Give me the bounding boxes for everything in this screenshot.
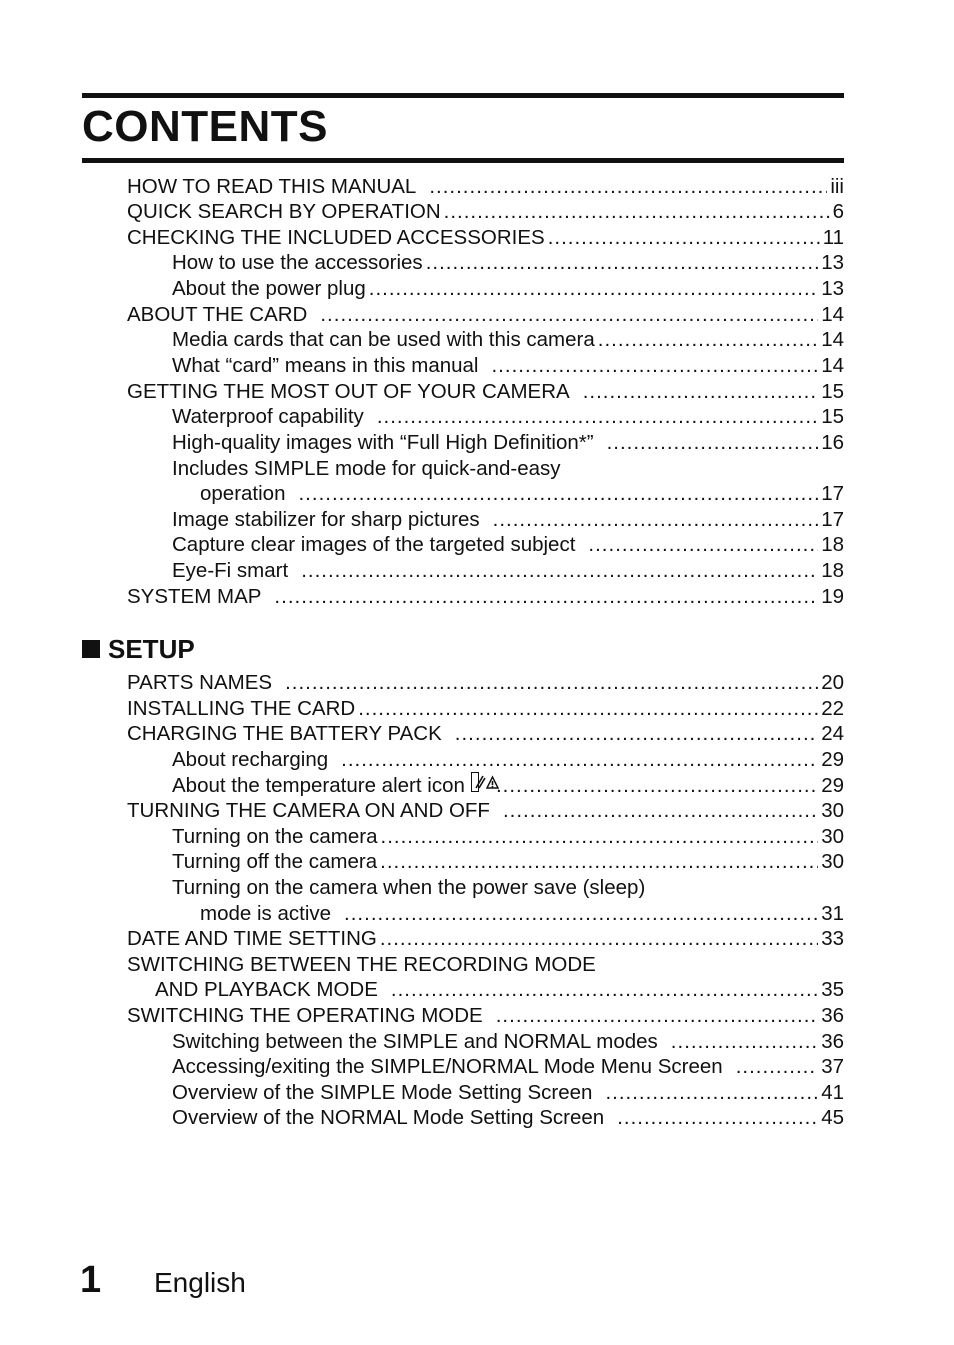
toc-entry[interactable]	[172, 747, 844, 772]
leader-dots	[607, 430, 819, 455]
toc-entry-page: 30	[821, 825, 844, 848]
toc-entry[interactable]	[127, 379, 844, 404]
toc-entry-label: CHECKING THE INCLUDED ACCESSORIES	[127, 226, 545, 249]
toc-entry-label: GETTING THE MOST OUT OF YOUR CAMERA	[127, 380, 570, 403]
toc-entry-page: 45	[821, 1106, 844, 1129]
toc-entry-label: Waterproof capability	[172, 405, 364, 428]
page-number: 1	[80, 1259, 102, 1301]
leader-dots	[598, 327, 818, 352]
toc-entry-page: 18	[821, 533, 844, 556]
toc-entry[interactable]	[172, 327, 844, 352]
toc-entry-page: 13	[821, 251, 844, 274]
leader-dots	[429, 174, 827, 199]
toc-entry-page: 17	[821, 482, 844, 505]
toc-entry[interactable]	[127, 199, 844, 224]
toc-entry-label: Switching between the SIMPLE and NORMAL modes	[172, 1030, 658, 1053]
toc-entry-page: 14	[821, 328, 844, 351]
leader-dots	[491, 353, 818, 378]
toc-entry-label-line: SWITCHING BETWEEN THE RECORDING MODE	[127, 953, 596, 976]
toc-entry-label: SYSTEM MAP	[127, 585, 262, 608]
square-bullet-icon	[82, 640, 100, 658]
leader-dots	[341, 747, 818, 772]
toc-entry-label: About the power plug	[172, 277, 366, 300]
toc-entry-label: Media cards that can be used with this camera	[172, 328, 595, 351]
leader-dots	[493, 507, 819, 532]
toc-entry-page: 30	[821, 799, 844, 822]
toc-entry-page: 31	[821, 902, 844, 925]
leader-dots	[548, 225, 820, 250]
toc-entry-label: HOW TO READ THIS MANUAL	[127, 175, 417, 198]
leader-dots	[358, 696, 818, 721]
toc-entry-label: SWITCHING THE OPERATING MODE	[127, 1004, 483, 1027]
toc-entry-page: 24	[821, 722, 844, 745]
toc-entry[interactable]	[172, 1080, 844, 1105]
section-heading-setup	[82, 634, 195, 664]
leader-dots	[377, 404, 818, 429]
toc-entry-label: AND PLAYBACK MODE	[155, 978, 378, 1001]
toc-entry-page: 37	[821, 1055, 844, 1078]
toc-entry-label: Overview of the NORMAL Mode Setting Screen	[172, 1106, 605, 1129]
toc-entry[interactable]	[127, 926, 844, 951]
toc-entry-page: 15	[821, 380, 844, 403]
leader-dots	[301, 558, 818, 583]
toc-entry-label: Capture clear images of the targeted subject	[172, 533, 576, 556]
toc-entry-page: 29	[821, 774, 844, 797]
toc-entry-page: 15	[821, 405, 844, 428]
toc-entry-label: Eye-Fi smart	[172, 559, 289, 582]
toc-entry-page: 22	[821, 697, 844, 720]
toc-entry[interactable]	[127, 225, 844, 250]
toc-entry-label: mode is active	[200, 902, 332, 925]
toc-entry-label: QUICK SEARCH BY OPERATION	[127, 200, 441, 223]
toc-entry[interactable]	[172, 1029, 844, 1054]
toc-entry[interactable]	[127, 174, 844, 199]
leader-dots	[455, 721, 818, 746]
leader-dots	[617, 1105, 818, 1130]
leader-dots	[298, 481, 818, 506]
toc-entry[interactable]	[127, 670, 844, 695]
leader-dots	[444, 199, 830, 224]
toc-entry-label: Overview of the SIMPLE Mode Setting Screen	[172, 1081, 593, 1104]
toc-entry-page: 14	[821, 354, 844, 377]
leader-dots	[320, 302, 818, 327]
toc-entry-page: 13	[821, 277, 844, 300]
toc-entry[interactable]	[172, 1105, 844, 1130]
toc-entry-label: About recharging	[172, 748, 329, 771]
toc-entry-label: Turning off the camera	[172, 850, 378, 873]
toc-entry[interactable]	[127, 721, 844, 746]
toc-entry-label: Image stabilizer for sharp pictures	[172, 508, 480, 531]
toc-entry[interactable]	[172, 1054, 844, 1079]
leader-dots	[391, 977, 818, 1002]
toc-entry-label: operation	[200, 482, 286, 505]
leader-dots	[369, 276, 818, 301]
toc-entry-label: What “card” means in this manual	[172, 354, 479, 377]
toc-entry-label-line: Includes SIMPLE mode for quick-and-easy	[172, 457, 561, 480]
toc-entry[interactable]	[172, 276, 844, 301]
leader-dots	[605, 1080, 818, 1105]
toc-entry-page: 30	[821, 850, 844, 873]
toc-entry-page: 16	[821, 431, 844, 454]
toc-entry[interactable]	[127, 696, 844, 721]
leader-dots	[380, 926, 818, 951]
temperature-alert-icon	[471, 772, 479, 792]
toc-entry-label: DATE AND TIME SETTING	[127, 927, 377, 950]
toc-entry[interactable]	[200, 901, 844, 926]
toc-entry-page: 35	[821, 978, 844, 1001]
toc-entry-page: 29	[821, 748, 844, 771]
toc-entry-page: 20	[821, 671, 844, 694]
toc-entry-label: How to use the accessories	[172, 251, 423, 274]
leader-dots	[503, 798, 818, 823]
toc-entry[interactable]	[172, 250, 844, 275]
toc-entry[interactable]	[172, 558, 844, 583]
toc-entry-page: 41	[821, 1081, 844, 1104]
leader-dots	[344, 901, 818, 926]
toc-entry[interactable]	[172, 772, 844, 797]
toc-entry-page: 19	[821, 585, 844, 608]
toc-entry[interactable]	[127, 798, 844, 823]
toc-entry-label: High-quality images with “Full High Definition*”	[172, 431, 594, 454]
toc-entry[interactable]	[172, 353, 844, 378]
toc-entry[interactable]	[127, 1003, 844, 1028]
leader-dots	[274, 584, 818, 609]
page-title: CONTENTS	[82, 102, 328, 151]
title-underline	[82, 158, 844, 163]
toc-entry[interactable]	[127, 584, 844, 609]
toc-entry[interactable]	[172, 824, 844, 849]
leader-dots	[426, 250, 819, 275]
toc-entry-page: 11	[822, 226, 844, 249]
top-rule	[82, 93, 844, 98]
toc-entry[interactable]	[172, 532, 844, 557]
toc-entry-page: 18	[821, 559, 844, 582]
toc-entry[interactable]	[172, 507, 844, 532]
toc-entry-page: 17	[821, 508, 844, 531]
leader-dots	[496, 1003, 818, 1028]
section-heading-label: SETUP	[108, 634, 195, 664]
toc-entry-label: Turning on the camera	[172, 825, 378, 848]
toc-entry-page: 6	[832, 200, 844, 223]
leader-dots	[285, 670, 818, 695]
toc-entry[interactable]	[172, 430, 844, 455]
toc-entry[interactable]	[155, 977, 844, 1002]
toc-entry-page: 36	[821, 1004, 844, 1027]
toc-entry-label: About the temperature alert icon	[172, 774, 465, 797]
toc-entry-page: 14	[821, 303, 844, 326]
leader-dots	[588, 532, 818, 557]
leader-dots	[381, 824, 819, 849]
leader-dots	[496, 773, 818, 798]
toc-entry-page: 36	[821, 1030, 844, 1053]
toc-entry-label: Accessing/exiting the SIMPLE/NORMAL Mode Menu Screen	[172, 1055, 723, 1078]
toc-entry-label: INSTALLING THE CARD	[127, 697, 356, 720]
toc-entry[interactable]	[172, 849, 844, 874]
leader-dots	[671, 1029, 818, 1054]
language-label: English	[154, 1267, 246, 1298]
leader-dots	[583, 379, 818, 404]
leader-dots	[736, 1054, 818, 1079]
toc-entry-label: TURNING THE CAMERA ON AND OFF	[127, 799, 490, 822]
toc-entry-page: 33	[821, 927, 844, 950]
toc-entry[interactable]	[172, 404, 844, 429]
leader-dots	[380, 849, 818, 874]
toc-entry[interactable]	[200, 481, 844, 506]
toc-entry-label: ABOUT THE CARD	[127, 303, 308, 326]
toc-entry-label: PARTS NAMES	[127, 671, 273, 694]
toc-entry-label-line: Turning on the camera when the power save (sleep)	[172, 876, 646, 899]
toc-entry-label: CHARGING THE BATTERY PACK	[127, 722, 442, 745]
toc-entry[interactable]	[127, 302, 844, 327]
toc-entry-page: iii	[830, 175, 844, 198]
